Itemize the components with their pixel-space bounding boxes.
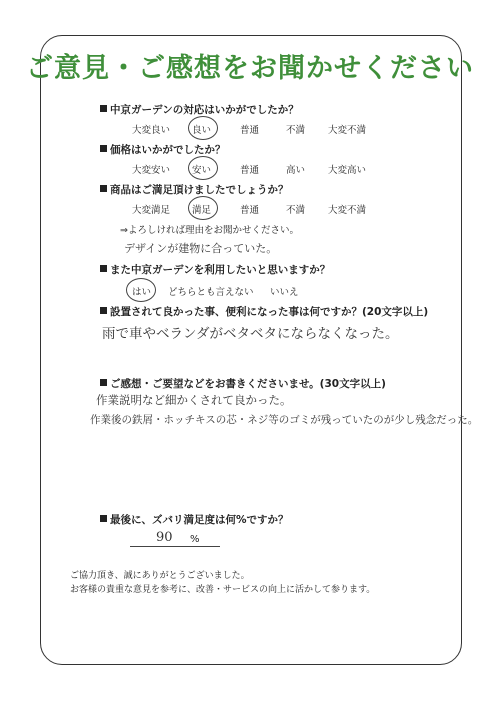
selection-circle bbox=[188, 116, 218, 140]
bullet-square-icon bbox=[100, 185, 107, 192]
option-satisfied[interactable]: 満足 bbox=[192, 205, 212, 216]
comments-answer-line-2: 作業後の鉄屑・ホッチキスの芯・ネジ等のゴミが残っていたのが少し残念だった。 bbox=[90, 414, 479, 426]
question-return: また中京ガーデンを利用したいと思いますか？ bbox=[100, 262, 330, 277]
option-very-good[interactable]: 大変良い bbox=[132, 125, 171, 136]
answer-underline bbox=[130, 546, 220, 547]
selection-circle bbox=[188, 156, 218, 180]
option-good[interactable]: 良い bbox=[192, 125, 212, 136]
improvement-text: お客様の貴重な意見を参考に、改善・サービスの向上に活かして参ります。 bbox=[70, 585, 376, 595]
option-very-dissatisfied[interactable]: 大変不満 bbox=[328, 205, 367, 216]
option-very-expensive[interactable]: 大変高い bbox=[328, 165, 367, 176]
option-very-satisfied[interactable]: 大変満足 bbox=[132, 205, 171, 216]
option-expensive[interactable]: 高い bbox=[286, 165, 306, 176]
bullet-square-icon bbox=[100, 265, 107, 272]
question-product: 商品はご満足頂けましたでしょうか？ bbox=[100, 182, 289, 197]
question-comments: ご感想・ご要望などをお書きくださいませ。(30文字以上) bbox=[100, 376, 386, 391]
option-dissatisfied[interactable]: 不満 bbox=[286, 125, 306, 136]
bullet-square-icon bbox=[100, 307, 107, 314]
option-very-cheap[interactable]: 大変安い bbox=[132, 165, 171, 176]
bullet-square-icon bbox=[100, 515, 107, 522]
question-service: 中京ガーデンの対応はいかがでしたか？ bbox=[100, 102, 299, 117]
selection-circle bbox=[188, 196, 218, 220]
reason-prompt: ⇒よろしければ理由をお聞かせください。 bbox=[120, 225, 299, 236]
option-normal[interactable]: 普通 bbox=[240, 125, 260, 136]
option-cheap[interactable]: 安い bbox=[192, 165, 212, 176]
question-benefits: 設置されて良かった事、便利になった事は何ですか？(20文字以上) bbox=[100, 304, 428, 319]
question-price: 価格はいかがでしたか？ bbox=[100, 142, 226, 157]
option-yes[interactable]: はい bbox=[132, 287, 152, 298]
option-normal[interactable]: 普通 bbox=[240, 205, 260, 216]
bullet-square-icon bbox=[100, 105, 107, 112]
option-dissatisfied[interactable]: 不満 bbox=[286, 205, 306, 216]
option-no[interactable]: いいえ bbox=[270, 287, 299, 298]
question-satisfaction: 最後に、ズバリ満足度は何%ですか？ bbox=[100, 512, 289, 527]
benefits-answer: 雨で車やベランダがベタベタにならなくなった。 bbox=[102, 326, 399, 342]
option-neither[interactable]: どちらとも言えない bbox=[168, 287, 254, 298]
comments-answer-line-1: 作業説明など細かくされて良かった。 bbox=[96, 393, 292, 407]
percent-unit: % bbox=[190, 534, 200, 545]
bullet-square-icon bbox=[100, 145, 107, 152]
option-very-dissatisfied[interactable]: 大変不満 bbox=[328, 125, 367, 136]
bullet-square-icon bbox=[100, 379, 107, 386]
thanks-text: ご協力頂き、誠にありがとうございました。 bbox=[70, 571, 250, 581]
page-title: ご意見・ご感想をお聞かせください bbox=[26, 53, 474, 84]
option-normal[interactable]: 普通 bbox=[240, 165, 260, 176]
selection-circle bbox=[126, 278, 156, 302]
reason-answer: デザインが建物に合っていた。 bbox=[124, 242, 278, 255]
satisfaction-value: 90 bbox=[156, 530, 173, 545]
